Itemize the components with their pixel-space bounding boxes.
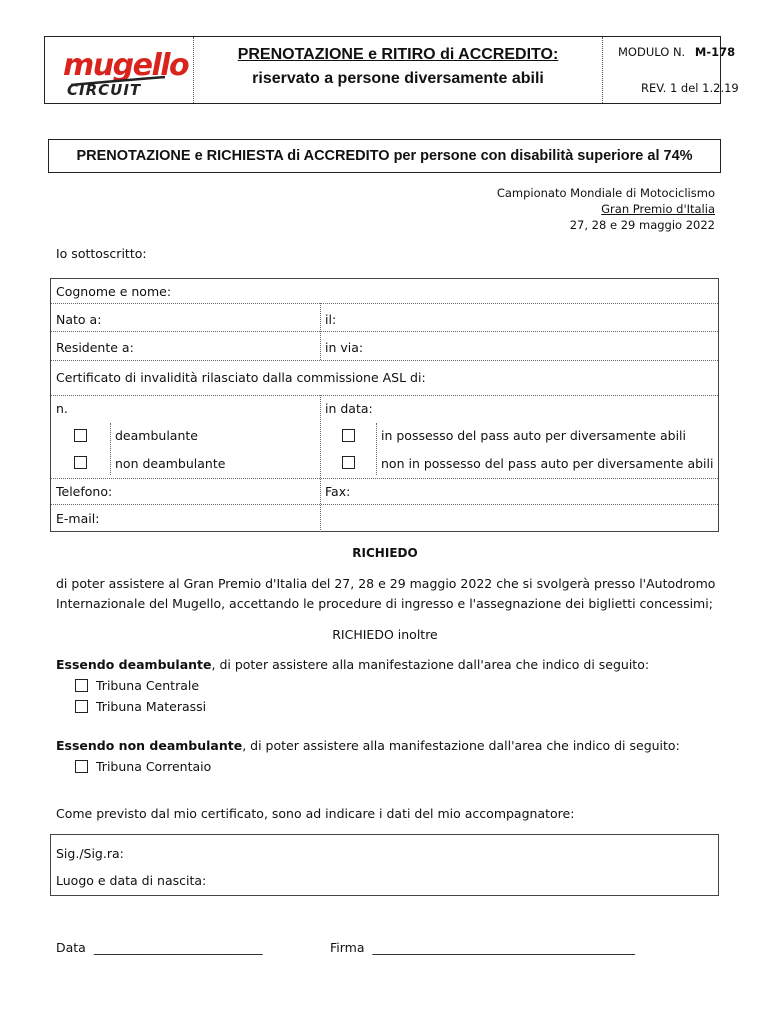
non-walking-checkbox[interactable] bbox=[74, 456, 87, 469]
companion-name-field[interactable]: Sig./Sig.ra: bbox=[56, 846, 124, 861]
request-line2: Internazionale del Mugello, accettando le procedure di ingresso e l'assegnazione dei biglietti concessimi; bbox=[56, 596, 713, 611]
header-title-line1: PRENOTAZIONE e RITIRO di ACCREDITO: bbox=[237, 46, 559, 63]
personal-data-form bbox=[50, 278, 719, 532]
document-header bbox=[44, 36, 739, 104]
request-heading: RICHIEDO bbox=[352, 546, 418, 560]
companion-box bbox=[50, 834, 719, 896]
has-pass-label: in possesso del pass auto per diversamente abili bbox=[381, 428, 686, 443]
date-signature-row bbox=[56, 940, 263, 955]
walking-section-intro: Essendo deambulante, di poter assistere alla manifestazione dall'area che indico di seguito: bbox=[56, 657, 650, 672]
signature-label: Firma bbox=[330, 940, 365, 955]
email-field[interactable]: E-mail: bbox=[56, 511, 100, 526]
resident-in-field[interactable]: Residente a: bbox=[56, 340, 134, 355]
signature-row bbox=[330, 940, 635, 955]
header-title-block bbox=[193, 37, 603, 103]
header-title-line2: riservato a persone diversamente abili bbox=[252, 70, 544, 87]
event-grand-prix: Gran Premio d'Italia bbox=[601, 202, 715, 216]
certificate-number-field[interactable]: n. bbox=[56, 401, 68, 416]
surname-name-field[interactable]: Cognome e nome: bbox=[56, 284, 172, 299]
mugello-circuit-logo bbox=[45, 37, 193, 103]
event-championship: Campionato Mondiale di Motociclismo bbox=[496, 186, 715, 200]
intro-text: Io sottoscritto: bbox=[56, 246, 147, 261]
street-field[interactable]: in via: bbox=[325, 340, 364, 355]
no-pass-label: non in possesso del pass auto per diversamente abili bbox=[381, 456, 714, 471]
request-also: RICHIEDO inoltre bbox=[332, 627, 438, 642]
has-pass-checkbox[interactable] bbox=[342, 429, 355, 442]
certificate-field[interactable]: Certificato di invalidità rilasciato dalla commissione ASL di: bbox=[56, 370, 426, 385]
tribuna-correntaio-label: Tribuna Correntaio bbox=[96, 759, 212, 774]
revision: REV. 1 del 1.2.19 bbox=[641, 81, 739, 95]
born-in-field[interactable]: Nato a: bbox=[56, 312, 102, 327]
date-label: Data bbox=[56, 940, 86, 955]
tribuna-centrale-label: Tribuna Centrale bbox=[96, 678, 200, 693]
born-on-field[interactable]: il: bbox=[325, 312, 337, 327]
request-line1: di poter assistere al Gran Premio d'Italia del 27, 28 e 29 maggio 2022 che si svolgerà presso l'Autodromo bbox=[56, 576, 716, 591]
tribuna-centrale-checkbox[interactable] bbox=[75, 679, 88, 692]
walking-checkbox[interactable] bbox=[74, 429, 87, 442]
tribuna-materassi-checkbox[interactable] bbox=[75, 700, 88, 713]
svg-text:CIRCUIT: CIRCUIT bbox=[67, 81, 142, 99]
no-pass-checkbox[interactable] bbox=[342, 456, 355, 469]
phone-field[interactable]: Telefono: bbox=[56, 484, 113, 499]
certificate-date-field[interactable]: in data: bbox=[325, 401, 373, 416]
non-walking-section-intro: Essendo non deambulante, di poter assistere alla manifestazione dall'area che indico di seguito: bbox=[56, 738, 680, 753]
tribuna-materassi-label: Tribuna Materassi bbox=[96, 699, 207, 714]
non-walking-label: non deambulante bbox=[115, 456, 226, 471]
date-line[interactable]: ___________________________ bbox=[93, 940, 263, 955]
fax-field[interactable]: Fax: bbox=[325, 484, 351, 499]
walking-label: deambulante bbox=[115, 428, 198, 443]
modulo-number: M-178 bbox=[694, 45, 736, 59]
modulo-label: MODULO N. bbox=[618, 45, 686, 59]
companion-intro: Come previsto dal mio certificato, sono ad indicare i dati del mio accompagnatore: bbox=[56, 806, 575, 821]
header-module-info bbox=[603, 37, 739, 103]
tribuna-correntaio-checkbox[interactable] bbox=[75, 760, 88, 773]
signature-line[interactable]: __________________________________________ bbox=[372, 940, 635, 955]
svg-text:mugello: mugello bbox=[63, 48, 189, 83]
event-dates: 27, 28 e 29 maggio 2022 bbox=[569, 218, 715, 232]
companion-birth-field[interactable]: Luogo e data di nascita: bbox=[56, 873, 207, 888]
subtitle-box: PRENOTAZIONE e RICHIESTA di ACCREDITO per persone con disabilità superiore al 74% bbox=[48, 139, 721, 173]
